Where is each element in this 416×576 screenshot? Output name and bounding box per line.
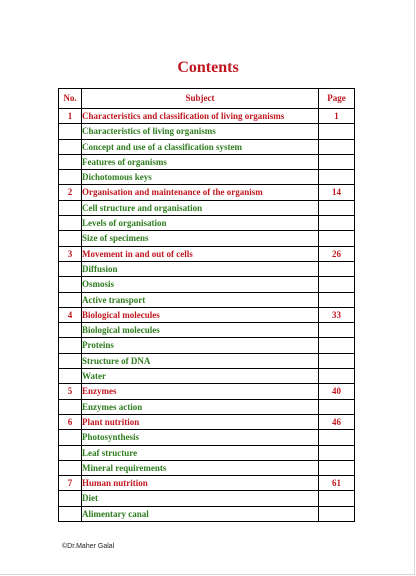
row-number: 3	[59, 246, 82, 261]
row-page: 14	[319, 185, 355, 200]
row-subject: Active transport	[82, 292, 319, 307]
chapter-row	[59, 307, 355, 322]
row-subject: Movement in and out of cells	[82, 246, 319, 261]
chapter-row	[59, 109, 355, 124]
topic-row	[59, 430, 355, 445]
row-subject: Alimentary canal	[82, 506, 319, 521]
chapter-row	[59, 414, 355, 429]
row-number	[59, 353, 82, 368]
row-subject: Plant nutrition	[82, 414, 319, 429]
row-number: 6	[59, 414, 82, 429]
row-number	[59, 506, 82, 521]
row-page	[319, 369, 355, 384]
row-number	[59, 124, 82, 139]
row-subject: Characteristics of living organisms	[82, 124, 319, 139]
topic-row	[59, 491, 355, 506]
row-number	[59, 261, 82, 276]
row-page	[319, 491, 355, 506]
row-number: 5	[59, 384, 82, 399]
row-page: 33	[319, 307, 355, 322]
row-subject: Osmosis	[82, 277, 319, 292]
chapter-row	[59, 384, 355, 399]
row-page	[319, 170, 355, 185]
topic-row	[59, 124, 355, 139]
header-subject: Subject	[82, 89, 319, 109]
row-number	[59, 231, 82, 246]
topic-row	[59, 460, 355, 475]
row-subject: Water	[82, 369, 319, 384]
row-subject: Dichotomous keys	[82, 170, 319, 185]
row-number	[59, 292, 82, 307]
topic-row	[59, 445, 355, 460]
chapter-row	[59, 185, 355, 200]
row-subject: Enzymes action	[82, 399, 319, 414]
topic-row	[59, 231, 355, 246]
row-subject: Diet	[82, 491, 319, 506]
topic-row	[59, 323, 355, 338]
copyright-footer: ©Dr.Maher Galal	[62, 543, 115, 550]
row-subject: Mineral requirements	[82, 460, 319, 475]
row-page: 46	[319, 414, 355, 429]
topic-row	[59, 200, 355, 215]
row-subject: Diffusion	[82, 261, 319, 276]
row-subject: Human nutrition	[82, 476, 319, 491]
row-number	[59, 216, 82, 231]
row-page	[319, 430, 355, 445]
row-subject: Organisation and maintenance of the organism	[82, 185, 319, 200]
topic-row	[59, 277, 355, 292]
row-subject: Concept and use of a classification system	[82, 139, 319, 154]
row-subject: Cell structure and organisation	[82, 200, 319, 215]
row-subject: Biological molecules	[82, 307, 319, 322]
row-number	[59, 154, 82, 169]
row-page	[319, 277, 355, 292]
topic-row	[59, 139, 355, 154]
row-number	[59, 323, 82, 338]
row-page: 26	[319, 246, 355, 261]
row-number	[59, 445, 82, 460]
topic-row	[59, 506, 355, 521]
row-subject: Features of organisms	[82, 154, 319, 169]
row-number: 2	[59, 185, 82, 200]
topic-row	[59, 399, 355, 414]
row-page	[319, 261, 355, 276]
topic-row	[59, 338, 355, 353]
row-number: 1	[59, 109, 82, 124]
page-title: Contents	[177, 59, 239, 76]
chapter-row	[59, 246, 355, 261]
topic-row	[59, 292, 355, 307]
topic-row	[59, 353, 355, 368]
row-page	[319, 231, 355, 246]
table-header-row	[59, 89, 355, 109]
row-page	[319, 292, 355, 307]
row-page	[319, 216, 355, 231]
row-number: 4	[59, 307, 82, 322]
table-body	[59, 109, 355, 522]
topic-row	[59, 154, 355, 169]
row-page	[319, 460, 355, 475]
header-page: Page	[319, 89, 355, 109]
topic-row	[59, 261, 355, 276]
row-subject: Biological molecules	[82, 323, 319, 338]
row-number	[59, 460, 82, 475]
row-subject: Size of specimens	[82, 231, 319, 246]
row-subject: Characteristics and classification of living organisms	[82, 109, 319, 124]
chapter-row	[59, 476, 355, 491]
row-number	[59, 139, 82, 154]
row-number	[59, 277, 82, 292]
row-page	[319, 445, 355, 460]
row-page: 61	[319, 476, 355, 491]
topic-row	[59, 369, 355, 384]
contents-table	[58, 88, 355, 522]
row-subject: Proteins	[82, 338, 319, 353]
row-number: 7	[59, 476, 82, 491]
row-number	[59, 491, 82, 506]
row-page	[319, 200, 355, 215]
header-no: No.	[59, 89, 82, 109]
row-subject: Levels of organisation	[82, 216, 319, 231]
row-page	[319, 124, 355, 139]
row-page	[319, 399, 355, 414]
row-page	[319, 139, 355, 154]
row-subject: Enzymes	[82, 384, 319, 399]
row-number	[59, 170, 82, 185]
topic-row	[59, 170, 355, 185]
row-number	[59, 430, 82, 445]
row-subject: Leaf structure	[82, 445, 319, 460]
topic-row	[59, 216, 355, 231]
row-subject: Photosynthesis	[82, 430, 319, 445]
row-number	[59, 200, 82, 215]
row-page	[319, 353, 355, 368]
row-page	[319, 154, 355, 169]
row-page	[319, 338, 355, 353]
row-number	[59, 369, 82, 384]
row-number	[59, 338, 82, 353]
row-page	[319, 323, 355, 338]
row-page: 40	[319, 384, 355, 399]
row-page: 1	[319, 109, 355, 124]
row-page	[319, 506, 355, 521]
row-subject: Structure of DNA	[82, 353, 319, 368]
row-number	[59, 399, 82, 414]
